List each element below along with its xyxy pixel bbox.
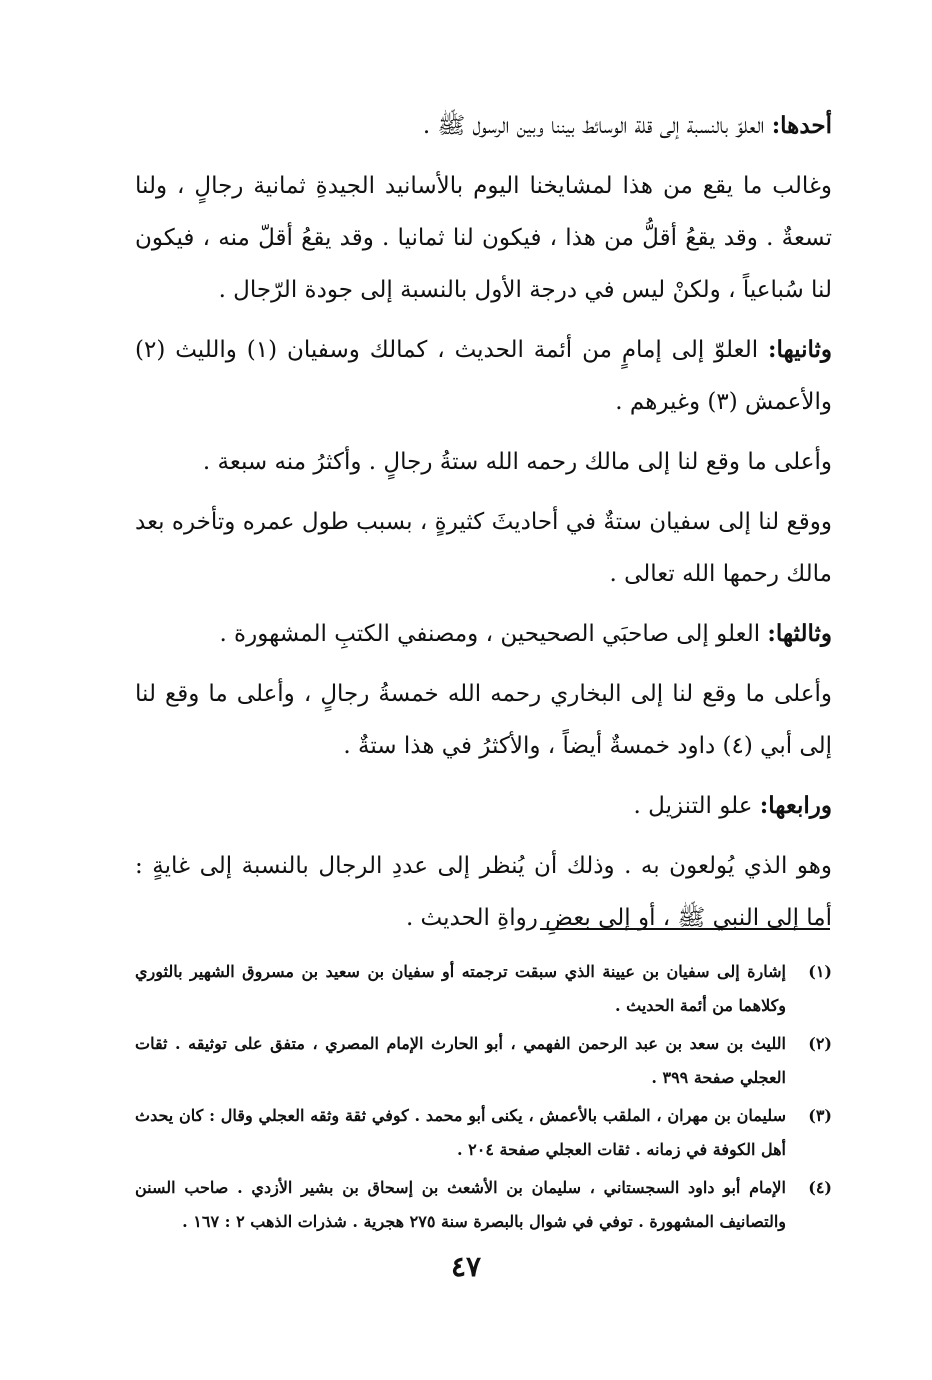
paragraph-text: العلو إلى صاحبَي الصحيحين ، ومصنفي الكتبِ المشهورة .: [219, 621, 768, 647]
paragraph-lead: وثانيها:: [768, 336, 832, 363]
paragraph-text: وأعلى ما وقع لنا إلى مالك رحمه الله ستةُ رجالٍ . وأكثرُ منه سبعة .: [202, 449, 832, 475]
paragraph-fourth-type: [135, 780, 832, 832]
footnote-text: الإمام أبو داود السجستاني ، سليمان بن الأشعث بن إسحاق بن بشير الأزدي . صاحب السنن والتصانيف المشهورة . توفي في شوال بالبصرة سنة ٢٧٥ هجرية . شذرات الذهب ٢ : ١٦٧ .: [135, 1178, 786, 1231]
footnote-3: [135, 1099, 832, 1167]
paragraph-text: ووقع لنا إلى سفيان ستةٌ في أحاديثَ كثيرةٍ ، بسبب طول عمره وتأخره بعد مالك رحمها الله تعالى .: [135, 509, 832, 587]
paragraph: [135, 668, 832, 772]
footnotes: [135, 955, 832, 1243]
paragraph-text: علو التنزيل .: [633, 793, 760, 819]
footnote-divider: [540, 928, 830, 930]
footnote-2: [135, 1027, 832, 1095]
footnote-number: (٤): [808, 1178, 832, 1197]
footnote-4: [135, 1171, 832, 1239]
footnote-text: الليث بن سعد بن عبد الرحمن الفهمي ، أبو الحارث الإمام المصري ، متفق على توثيقه . ثقات العجلي صفحة ٣٩٩ .: [135, 1034, 786, 1087]
paragraph-second-type: [135, 324, 832, 428]
paragraph-text: وأعلى ما وقع لنا إلى البخاري رحمه الله خمسةُ رجالٍ ، وأعلى ما وقع لنا إلى أبي (٤) داود خمسةٌ أيضاً ، والأكثرُ في هذا ستةٌ .: [135, 681, 832, 759]
footnote-number: (٣): [808, 1106, 832, 1125]
paragraph-lead: ورابعها:: [759, 792, 832, 819]
paragraph-text: وغالب ما يقع من هذا لمشايخنا اليوم بالأسانيد الجيدةِ ثمانية رجالٍ ، ولنا تسعةٌ . وقد يقعُ أقلُّ من هذا ، فيكون لنا ثمانيا . وقد يقعُ أقلّ منه ، فيكون لنا سُباعياً ، ولكنْ ليس في درجة الأول بالنسبة إلى جودة الرّجال .: [135, 173, 832, 303]
paragraph: [135, 160, 832, 316]
main-text: [135, 100, 832, 944]
paragraph: [135, 436, 832, 488]
footnote-1: [135, 955, 832, 1023]
footnote-text: سليمان بن مهران ، الملقب بالأعمش ، يكنى أبو محمد . كوفي ثقة وثقه العجلي وقال : كان يحدث أهل الكوفة في زمانه . ثقات العجلي صفحة ٢٠٤ .: [135, 1106, 786, 1159]
paragraph-lead: وثالثها:: [767, 620, 832, 647]
paragraph-text: العلوّ إلى إمامٍ من أئمة الحديث ، كمالك وسفيان (١) والليث (٢) والأعمش (٣) وغيرهم .: [135, 337, 832, 415]
paragraph: [135, 496, 832, 600]
page-number: ٤٧: [450, 1250, 482, 1283]
paragraph-third-type: [135, 608, 832, 660]
paragraph-lead: أحدها:: [771, 112, 832, 139]
footnote-number: (١): [808, 962, 832, 981]
footnote-number: (٢): [808, 1034, 832, 1053]
footnote-text: إشارة إلى سفيان بن عيينة الذي سبقت ترجمته أو سفيان بن سعيد بن مسروق الشهير بالثوري وكلاهما من أئمة الحديث .: [135, 962, 786, 1015]
paragraph-text: وهو الذي يُولعون به . وذلك أن يُنظر إلى عددِ الرجال بالنسبة إلى غايةٍ : أما إلى النبي ﷺ ، أو إلى بعضِ رواةِ الحديث .: [135, 853, 832, 931]
paragraph-first-type: [135, 100, 832, 152]
paragraph-text: العلوّ بالنسبة إلى قلة الوسائط بيننا وبين الرسول ﷺ .: [422, 113, 772, 139]
